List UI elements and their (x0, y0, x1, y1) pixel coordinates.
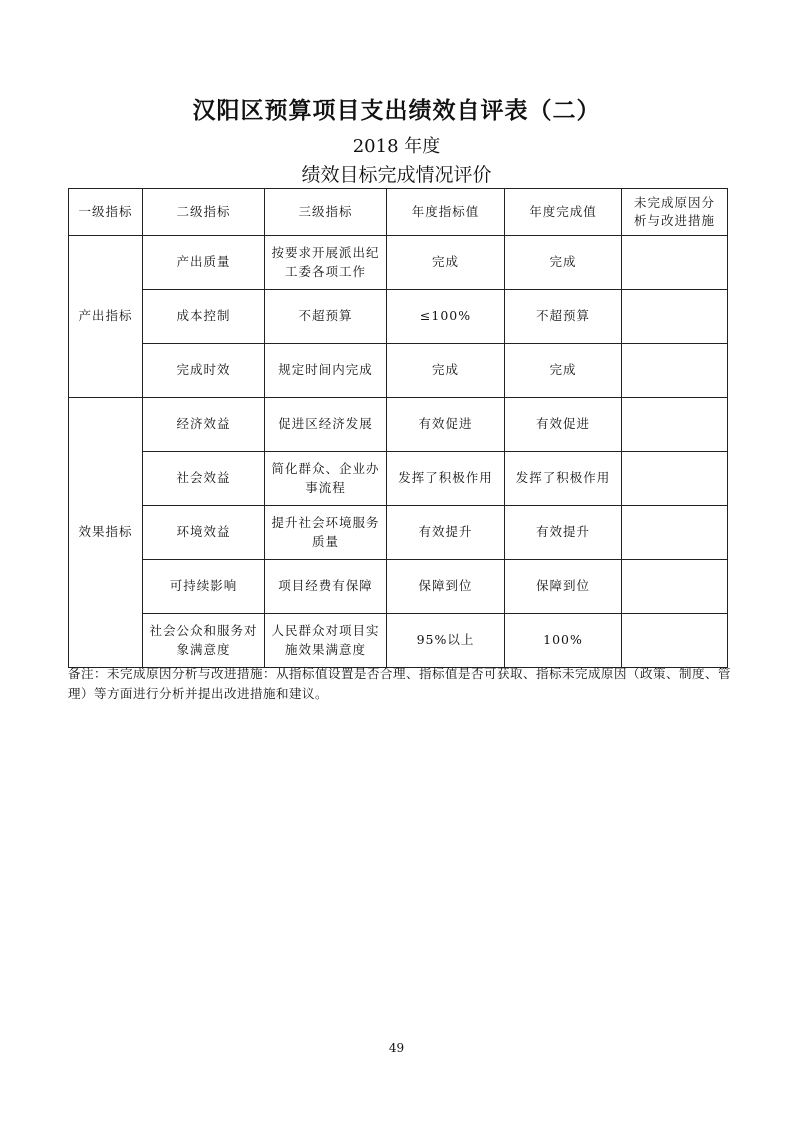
footnote: 备注：未完成原因分析与改进措施：从指标值设置是否合理、指标值是否可获取、指标未完成原因（政策、制度、管理）等方面进行分析并提出改进措施和建议。 (68, 666, 732, 701)
level3-cell: 提升社会环境服务质量 (265, 506, 387, 560)
table-row (69, 344, 728, 398)
level3-cell: 不超预算 (265, 290, 387, 344)
table-row (69, 236, 728, 290)
reason-cell (622, 506, 728, 560)
reason-cell (622, 290, 728, 344)
reason-cell (622, 398, 728, 452)
target-cell: ≤100% (387, 290, 505, 344)
level2-cell: 环境效益 (143, 506, 265, 560)
level3-cell: 促进区经济发展 (265, 398, 387, 452)
header-level2: 二级指标 (143, 189, 265, 236)
level2-cell: 经济效益 (143, 398, 265, 452)
actual-cell: 不超预算 (505, 290, 622, 344)
table-row (69, 290, 728, 344)
header-level3: 三级指标 (265, 189, 387, 236)
reason-cell (622, 236, 728, 290)
actual-cell: 发挥了积极作用 (505, 452, 622, 506)
actual-cell: 保障到位 (505, 560, 622, 614)
level2-cell: 完成时效 (143, 344, 265, 398)
target-cell: 95%以上 (387, 614, 505, 668)
level2-cell: 社会公众和服务对象满意度 (143, 614, 265, 668)
level2-cell: 可持续影响 (143, 560, 265, 614)
level3-cell: 人民群众对项目实施效果满意度 (265, 614, 387, 668)
table-header-row (69, 189, 728, 236)
target-cell: 保障到位 (387, 560, 505, 614)
header-level1: 一级指标 (69, 189, 143, 236)
fiscal-year: 2018 年度 (352, 136, 441, 157)
table-subtitle: 绩效目标完成情况评价 (301, 164, 492, 186)
reason-cell (622, 560, 728, 614)
group-label: 效果指标 (69, 398, 143, 668)
reason-cell (622, 344, 728, 398)
target-cell: 有效促进 (387, 398, 505, 452)
group-label: 产出指标 (69, 236, 143, 398)
level3-cell: 按要求开展派出纪工委各项工作 (265, 236, 387, 290)
table-row (69, 506, 728, 560)
table-row (69, 452, 728, 506)
level2-cell: 产出质量 (143, 236, 265, 290)
header-reason: 未完成原因分析与改进措施 (622, 189, 728, 236)
level3-cell: 简化群众、企业办事流程 (265, 452, 387, 506)
actual-cell: 100% (505, 614, 622, 668)
target-cell: 完成 (387, 236, 505, 290)
target-cell: 有效提升 (387, 506, 505, 560)
target-cell: 发挥了积极作用 (387, 452, 505, 506)
actual-cell: 有效促进 (505, 398, 622, 452)
actual-cell: 完成 (505, 344, 622, 398)
performance-table (68, 188, 728, 668)
level3-cell: 规定时间内完成 (265, 344, 387, 398)
page-number: 49 (388, 1041, 405, 1055)
table-row (69, 398, 728, 452)
actual-cell: 有效提升 (505, 506, 622, 560)
page-title: 汉阳区预算项目支出绩效自评表（二） (192, 97, 601, 124)
level2-cell: 社会效益 (143, 452, 265, 506)
level2-cell: 成本控制 (143, 290, 265, 344)
table-row (69, 614, 728, 668)
header-actual: 年度完成值 (505, 189, 622, 236)
header-target: 年度指标值 (387, 189, 505, 236)
target-cell: 完成 (387, 344, 505, 398)
actual-cell: 完成 (505, 236, 622, 290)
level3-cell: 项目经费有保障 (265, 560, 387, 614)
table-row (69, 560, 728, 614)
reason-cell (622, 614, 728, 668)
reason-cell (622, 452, 728, 506)
